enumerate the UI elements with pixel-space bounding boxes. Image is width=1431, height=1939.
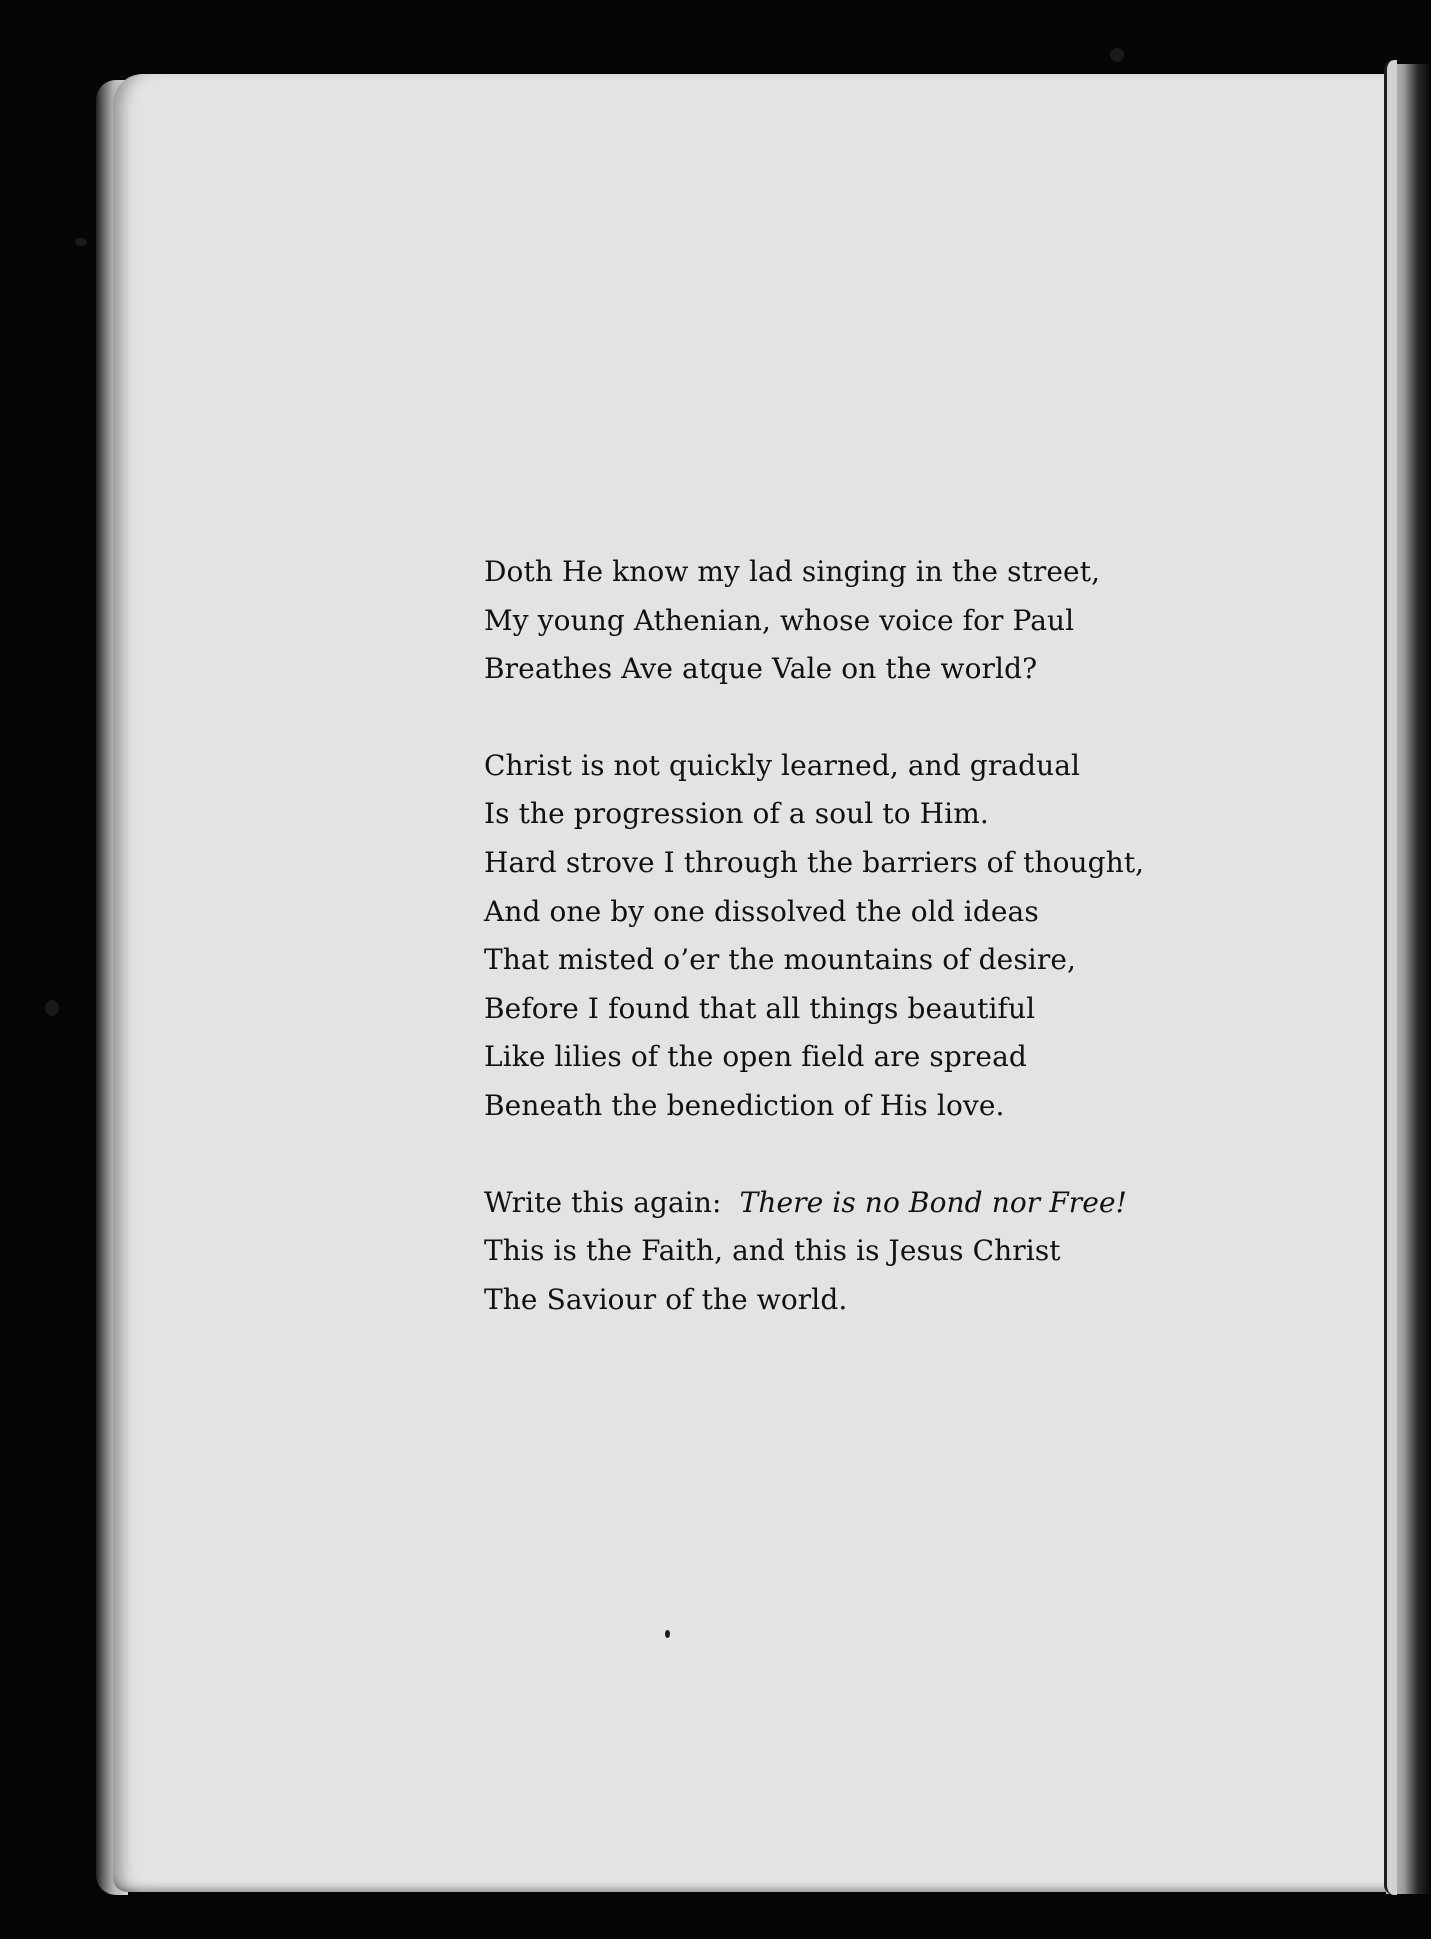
- poem-line: Beneath the benediction of His love.: [484, 1088, 1005, 1122]
- stanza-3: [484, 1179, 1204, 1325]
- poem-line: The Saviour of the world.: [484, 1282, 848, 1316]
- scan-speck: [45, 1000, 59, 1016]
- poem-line: My young Athenian, whose voice for Paul: [484, 603, 1075, 637]
- poem-line: Like lilies of the open field are spread: [484, 1040, 1027, 1074]
- poem-line: Hard strove I through the barriers of thought,: [484, 845, 1145, 879]
- poem-line-mixed: [484, 1179, 1204, 1228]
- scan-speck: [665, 1630, 670, 1638]
- poem-line: Breathes Ave atque Vale on the world?: [484, 652, 1038, 686]
- stanza-1: [484, 548, 1204, 694]
- poem-line: Is the progression of a soul to Him.: [484, 797, 989, 831]
- poem-text: [484, 548, 1204, 1372]
- poem-line: Doth He know my lad singing in the street,: [484, 555, 1101, 588]
- poem-line: And one by one dissolved the old ideas: [484, 894, 1039, 928]
- adjacent-page-strip: [1384, 60, 1397, 1895]
- scan-speck: [1110, 48, 1124, 62]
- poem-line: Before I found that all things beautiful: [484, 991, 1036, 1025]
- scan-speck: [75, 238, 87, 246]
- poem-line-prefix: Write this again:: [484, 1185, 722, 1219]
- poem-line: That misted o’er the mountains of desire,: [484, 943, 1077, 977]
- poem-line-italic: There is no Bond nor Free!: [739, 1185, 1127, 1219]
- poem-line: This is the Faith, and this is Jesus Christ: [484, 1234, 1061, 1268]
- poem-line: Christ is not quickly learned, and gradual: [484, 748, 1081, 782]
- stanza-2: [484, 742, 1204, 1131]
